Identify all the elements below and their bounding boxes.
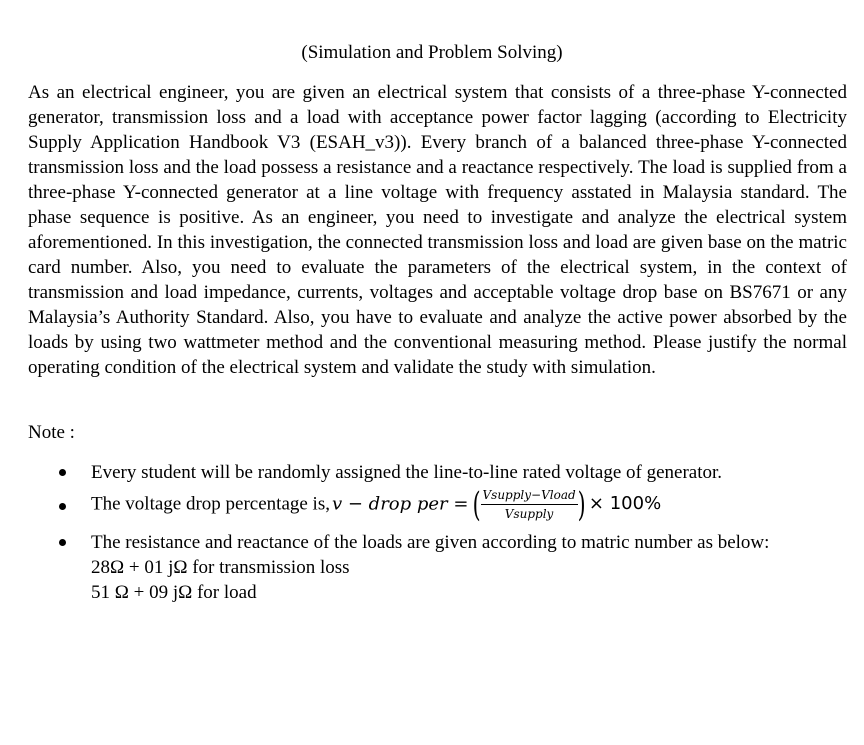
formula-multiplier: × 100% (588, 493, 662, 515)
note-label: Note : (28, 422, 75, 443)
bullet-text-voltage-drop: The voltage drop percentage is, (91, 493, 330, 515)
formula-denominator: Vsupply (504, 507, 554, 521)
formula-numerator: Vsupply−Vload (481, 488, 578, 505)
bullet-text-impedance: The resistance and reactance of the loads are given according to matric number as below: (91, 532, 770, 553)
load-impedance: 51 Ω + 09 jΩ for load (91, 582, 257, 603)
list-item (0, 485, 864, 530)
transmission-impedance: 28Ω + 01 jΩ for transmission loss (91, 557, 350, 578)
list-item (0, 460, 864, 485)
formula-lhs: v − drop per = (331, 493, 469, 515)
right-paren: ) (577, 485, 586, 525)
bullet-text-voltage: Every student will be randomly assigned the line-to-line rated voltage of generator. (91, 462, 723, 483)
bullet-icon (59, 539, 66, 546)
formula-fraction (481, 488, 578, 522)
voltage-drop-formula (331, 485, 662, 525)
list-item (0, 530, 864, 605)
bullet-icon (59, 469, 66, 476)
page-title: (Simulation and Problem Solving) (301, 42, 563, 63)
note-list (0, 460, 864, 605)
left-paren: ( (472, 485, 481, 525)
bullet-icon (59, 503, 66, 510)
problem-statement: As an electrical engineer, you are given an electrical system that consists of a three-phase Y-connected generator, transmission loss and a load with acceptance power factor lagging (according to Electricity Supply Application Handbook V3 (ESAH_v3)). Every branch of a balanced three-phase Y-connected transmission loss and the load possess a resistance and a reactance respectively. The load is supplied from a three-phase Y-connected generator at a line voltage with frequency asstated in Malaysia standard. The phase sequence is positive. As an engineer, you need to investigate and analyze the electrical system aforementioned. In this investigation, the connected transmission loss and load are given base on the matric card number. Also, you need to evaluate the parameters of the electrical system, in the context of transmission and load impedance, currents, voltages and acceptable voltage drop base on BS7671 or any Malaysia’s Authority Standard. Also, you have to evaluate and analyze the active power absorbed by the loads by using two wattmeter method and the conventional measuring method. Please justify the normal operating condition of the electrical system and validate the study with simulation. (28, 82, 847, 378)
